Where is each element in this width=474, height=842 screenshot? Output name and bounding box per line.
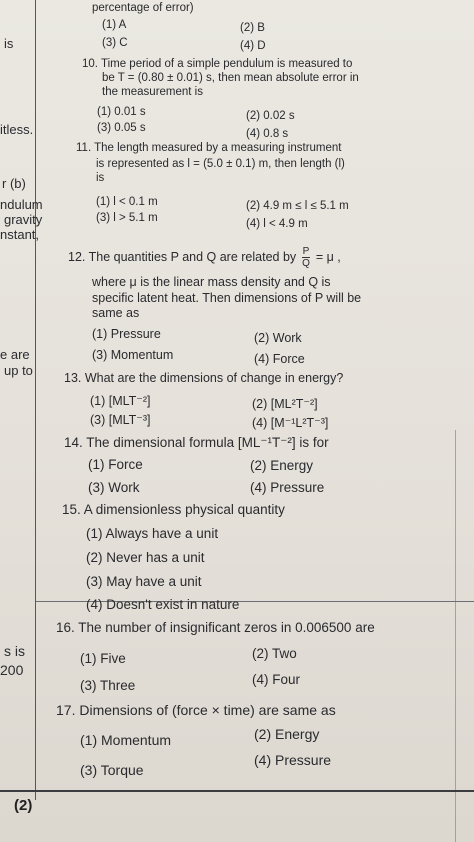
fraction-numerator: P: [302, 246, 310, 257]
margin-fragment: nstant,: [0, 227, 40, 242]
option: (2) Work: [254, 331, 302, 345]
question-text: be T = (0.80 ± 0.01) s, then mean absolute error in: [102, 72, 359, 84]
option: (2) B: [240, 22, 265, 34]
question-text: [68, 246, 341, 269]
question-text: 15. A dimensionless physical quantity: [62, 502, 285, 517]
option: (1) l < 0.1 m: [96, 196, 158, 208]
option: (2) Energy: [250, 458, 314, 473]
question-text: the measurement is: [102, 86, 203, 98]
option: (1) A: [102, 19, 127, 31]
page-number: (2): [14, 797, 33, 814]
option: (1) Momentum: [80, 732, 172, 748]
margin-fragment: ndulum: [0, 197, 43, 212]
question-text: is: [96, 172, 105, 184]
question-text-part: 12. The quantities P and Q are related by: [68, 249, 297, 264]
right-rule: [455, 430, 456, 842]
option: (1) [MLT⁻²]: [90, 394, 151, 408]
margin-fragment: s is: [4, 643, 25, 659]
footer-divider: [0, 790, 474, 792]
question-text: where μ is the linear mass density and Q is: [92, 275, 331, 289]
question-text: 11. The length measured by a measuring instrument: [76, 142, 342, 154]
question-text: 13. What are the dimensions of change in energy?: [64, 371, 344, 385]
option: (2) Energy: [254, 726, 320, 742]
option: (2) 0.02 s: [246, 110, 295, 122]
option: (3) Work: [88, 480, 140, 495]
option: (4) 0.8 s: [246, 128, 289, 140]
option: (2) Two: [252, 646, 297, 661]
margin-rule: [35, 0, 36, 800]
option: (4) Pressure: [250, 480, 325, 495]
fraction: [302, 246, 311, 269]
option: (1) Five: [80, 651, 126, 666]
option: (3) 0.05 s: [97, 122, 146, 134]
margin-fragment: is: [4, 36, 14, 51]
option: (4) Pressure: [254, 752, 332, 768]
question-text-part: = μ ,: [315, 249, 341, 264]
margin-fragment: e are: [0, 347, 30, 362]
question-text: 14. The dimensional formula [ML⁻¹T⁻²] is for: [64, 435, 329, 450]
option: (4) l < 4.9 m: [246, 218, 308, 230]
question-fragment: percentage of error): [92, 2, 194, 14]
question-text: specific latent heat. Then dimensions of P will be: [92, 291, 362, 305]
option: (2) 4.9 m ≤ l ≤ 5.1 m: [246, 200, 349, 212]
option: (4) Four: [252, 672, 301, 687]
option: (1) 0.01 s: [97, 106, 146, 118]
option: (4) Doesn't exist in nature: [86, 597, 240, 612]
question-text: 17. Dimensions of (force × time) are same as: [56, 702, 336, 718]
option: (3) l > 5.1 m: [96, 212, 158, 224]
question-text: is represented as l = (5.0 ± 0.1) m, then length (l): [96, 158, 345, 170]
option: (3) [MLT⁻³]: [90, 413, 151, 427]
option: (1) Pressure: [92, 327, 161, 341]
option: (3) May have a unit: [86, 574, 202, 589]
option: (4) Force: [254, 352, 305, 366]
question-text: 10. Time period of a simple pendulum is measured to: [82, 58, 353, 70]
question-text: 16. The number of insignificant zeros in 0.006500 are: [56, 620, 375, 635]
option: (2) [ML²T⁻²]: [252, 397, 318, 411]
option: (1) Force: [88, 457, 143, 472]
margin-fragment: up to: [4, 363, 33, 378]
margin-fragment: r (b): [2, 176, 26, 191]
fraction-denominator: Q: [302, 258, 310, 269]
option: (1) Always have a unit: [86, 526, 219, 541]
option: (2) Never has a unit: [86, 550, 205, 565]
option: (3) Three: [80, 678, 136, 693]
margin-fragment: gravity: [4, 212, 43, 227]
question-text: same as: [92, 306, 140, 320]
option: (3) Momentum: [92, 348, 174, 362]
option: (4) [M⁻¹L²T⁻³]: [252, 416, 329, 430]
margin-fragment: 200: [0, 662, 24, 678]
option: (3) Torque: [80, 762, 144, 778]
margin-fragment: itless.: [0, 122, 34, 137]
option: (3) C: [102, 37, 128, 49]
option: (4) D: [240, 40, 266, 52]
